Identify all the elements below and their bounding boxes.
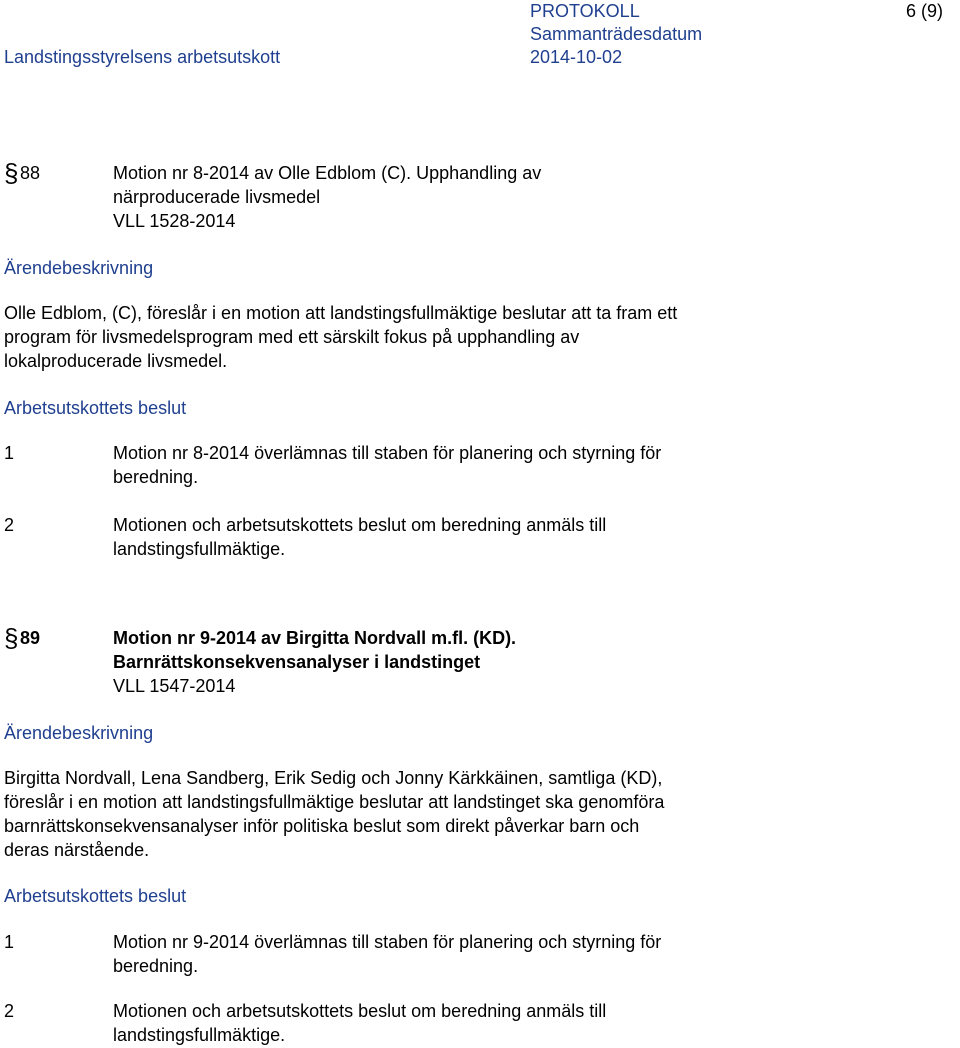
section-title-line: Motion nr 8-2014 av Olle Edblom (C). Upphandling av — [113, 163, 542, 183]
case-number: VLL 1528-2014 — [113, 211, 236, 231]
section-title-line: Barnrättskonsekvensanalyser i landstinget — [113, 652, 481, 672]
decision-number: 2 — [4, 1001, 15, 1021]
decision-line: landstingsfullmäktige. — [113, 1025, 286, 1045]
decision-line: Motionen och arbetsutskottets beslut om beredning anmäls till — [113, 515, 607, 535]
decision-line: Motion nr 9-2014 överlämnas till staben för planering och styrning för — [113, 932, 662, 952]
section-symbol: § — [4, 623, 19, 653]
header-title: PROTOKOLL — [530, 1, 640, 21]
description-line: föreslår i en motion att landstingsfullmäktige beslutar att landstinget ska genomföra — [4, 792, 665, 812]
header-date-label: Sammanträdesdatum — [530, 24, 703, 44]
description-text — [4, 767, 664, 863]
section-title-line: Motion nr 9-2014 av Birgitta Nordvall m.fl. (KD). — [113, 628, 517, 648]
description-heading: Ärendebeskrivning — [4, 258, 154, 278]
description-text — [4, 302, 677, 374]
decision-line: landstingsfullmäktige. — [113, 539, 286, 559]
case-number: VLL 1547-2014 — [113, 676, 236, 696]
decision-number: 1 — [4, 932, 15, 952]
decision-text — [113, 1000, 606, 1048]
decision-number: 2 — [4, 515, 15, 535]
description-line: lokalproducerade livsmedel. — [4, 351, 228, 371]
description-line: program för livsmedelsprogram med ett särskilt fokus på upphandling av — [4, 327, 580, 347]
description-line: Birgitta Nordvall, Lena Sandberg, Erik Sedig och Jonny Kärkkäinen, samtliga (KD), — [4, 768, 663, 788]
description-line: barnrättskonsekvensanalyser inför politiska beslut som direkt påverkar barn och — [4, 816, 640, 836]
decision-line: beredning. — [113, 467, 199, 487]
decision-text — [113, 442, 661, 490]
page-number: 6 (9) — [906, 1, 944, 21]
section-title — [113, 162, 541, 234]
decision-heading: Arbetsutskottets beslut — [4, 886, 187, 906]
decision-line: Motion nr 8-2014 överlämnas till staben för planering och styrning för — [113, 443, 662, 463]
section-title-line: närproducerade livsmedel — [113, 187, 321, 207]
header-date: 2014-10-02 — [530, 47, 623, 67]
decision-line: beredning. — [113, 956, 199, 976]
section-symbol: § — [4, 158, 19, 188]
section-number: 88 — [20, 163, 41, 183]
description-line: deras närstående. — [4, 840, 150, 860]
section-number: 89 — [20, 628, 41, 648]
decision-text — [113, 514, 606, 562]
description-line: Olle Edblom, (C), föreslår i en motion att landstingsfullmäktige beslutar att ta fram ett — [4, 303, 678, 323]
header-organization: Landstingsstyrelsens arbetsutskott — [4, 47, 281, 67]
decision-heading: Arbetsutskottets beslut — [4, 398, 187, 418]
decision-line: Motionen och arbetsutskottets beslut om beredning anmäls till — [113, 1001, 607, 1021]
description-heading: Ärendebeskrivning — [4, 723, 154, 743]
decision-number: 1 — [4, 443, 15, 463]
section-title — [113, 627, 516, 699]
decision-text — [113, 931, 661, 979]
